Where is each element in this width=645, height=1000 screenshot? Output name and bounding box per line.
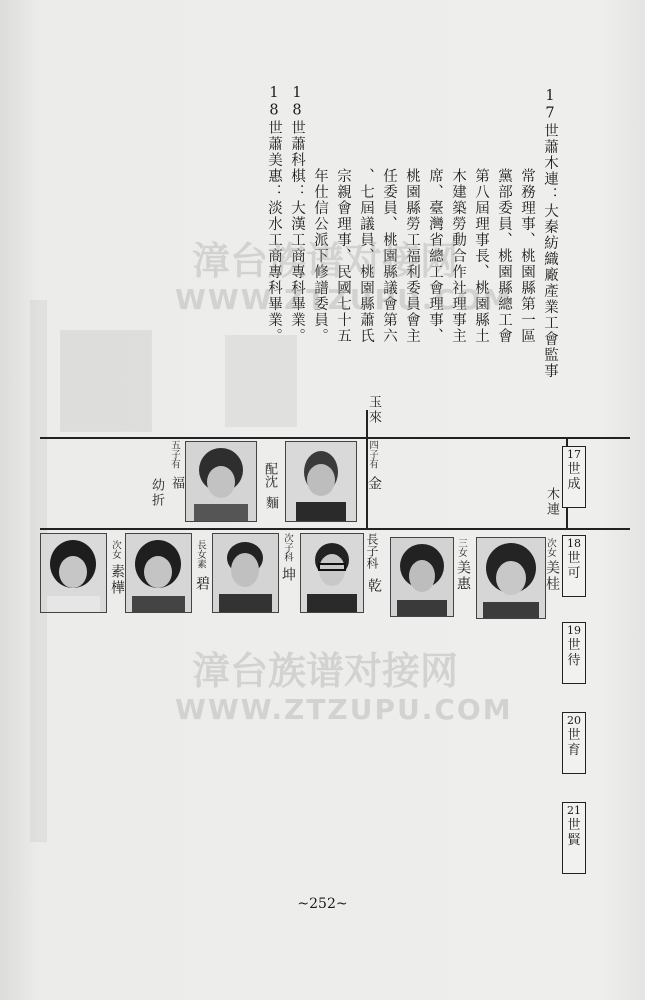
ancestor-name: 木連 bbox=[544, 487, 559, 517]
bio-column: 任委員、桃園縣議會第六 bbox=[381, 168, 397, 344]
bio-column: 17世蕭木連：大秦紡織廠產業工會監事 bbox=[542, 88, 558, 379]
bio-column: 木建築勞動合作社理事主 bbox=[450, 168, 466, 344]
member-tag: 三女 bbox=[456, 538, 467, 557]
generation-number: 18 bbox=[567, 537, 581, 550]
bio-column: 18世蕭科棋：大漢工商專科畢業。 bbox=[289, 85, 305, 344]
member-name: 美桂 bbox=[544, 560, 560, 592]
member-name: 金 bbox=[366, 476, 382, 492]
generation-box-19 bbox=[562, 622, 586, 684]
generation-label: 世 bbox=[567, 462, 581, 477]
bleed-through-image bbox=[60, 330, 152, 432]
member-name: 福 bbox=[169, 476, 184, 491]
generation-number: 19 bbox=[567, 624, 581, 637]
bio-column: 席、臺灣省總工會理事、 bbox=[427, 168, 443, 344]
generation-name: 育 bbox=[567, 743, 581, 758]
generation-name: 可 bbox=[567, 566, 581, 581]
member-name: 麵 bbox=[263, 496, 278, 511]
watermark-title: 漳台族谱对接网 bbox=[191, 649, 458, 693]
bio-column: 黨部委員、桃園縣總工會 bbox=[496, 168, 512, 344]
member-tag: 次女 bbox=[545, 538, 556, 557]
bio-column: 宗親會理事、民國七十五 bbox=[335, 168, 351, 344]
member-tag: 五子有 bbox=[169, 440, 180, 469]
portrait-photo bbox=[285, 441, 357, 522]
watermark-url: WWW.ZTZUPU.COM bbox=[175, 283, 513, 316]
bio-column: 桃園縣勞工福利委員會主 bbox=[404, 168, 420, 344]
member-tag: 配沈 bbox=[262, 462, 277, 488]
portrait-photo bbox=[476, 537, 546, 619]
member-name: 素樺 bbox=[109, 564, 125, 596]
member-tag: 次子科 bbox=[282, 533, 293, 562]
generation-name: 待 bbox=[567, 653, 581, 668]
generation-label: 世 bbox=[567, 551, 581, 566]
tree-branch-line bbox=[366, 410, 368, 528]
bio-column: 、七屆議員、桃園縣蕭氏 bbox=[358, 168, 374, 344]
portrait-photo bbox=[300, 533, 364, 613]
member-tag: 次女 bbox=[110, 540, 121, 559]
portrait-photo bbox=[40, 533, 107, 613]
bio-column: 常務理事、桃園縣第一區 bbox=[519, 168, 535, 344]
member-tag: 長子科 bbox=[365, 533, 379, 569]
generation-label: 世 bbox=[567, 818, 581, 833]
tree-line-gen18 bbox=[40, 528, 630, 530]
member-name: 乾 bbox=[366, 578, 382, 594]
bio-column: 18世蕭美惠：淡水工商專科畢業。 bbox=[266, 85, 282, 344]
portrait-photo bbox=[125, 533, 192, 613]
member-name: 美惠 bbox=[455, 560, 471, 592]
generation-box-21 bbox=[562, 802, 586, 874]
portrait-photo bbox=[390, 537, 454, 617]
generation-number: 21 bbox=[567, 804, 581, 817]
generation-number: 17 bbox=[567, 448, 581, 461]
generation-box-20 bbox=[562, 712, 586, 774]
tree-line-gen17 bbox=[40, 437, 630, 439]
member-tag: 四子有 bbox=[367, 440, 378, 469]
generation-label: 世 bbox=[567, 728, 581, 743]
generation-number: 20 bbox=[567, 714, 581, 727]
page-number: ~252~ bbox=[297, 896, 348, 912]
watermark-title: 漳台族谱对接网 bbox=[191, 239, 458, 283]
generation-box-17 bbox=[562, 446, 586, 508]
bleed-through-image bbox=[225, 335, 297, 427]
portrait-photo bbox=[185, 441, 257, 522]
generation-name: 成 bbox=[567, 477, 581, 492]
bio-column: 年仕信公派下修譜委員。 bbox=[312, 168, 328, 344]
member-name: 碧 bbox=[194, 576, 210, 592]
ancestor-name: 玉來 bbox=[366, 395, 381, 425]
generation-label: 世 bbox=[567, 638, 581, 653]
member-tag: 長女素 bbox=[195, 540, 206, 569]
watermark-url: WWW.ZTZUPU.COM bbox=[175, 693, 513, 726]
portrait-photo bbox=[212, 533, 279, 613]
generation-name: 賢 bbox=[567, 833, 581, 848]
bio-column: 第八屆理事長、桃園縣土 bbox=[473, 168, 489, 344]
member-name: 坤 bbox=[280, 567, 296, 583]
generation-box-18 bbox=[562, 535, 586, 597]
member-note: 幼折 bbox=[149, 478, 164, 508]
